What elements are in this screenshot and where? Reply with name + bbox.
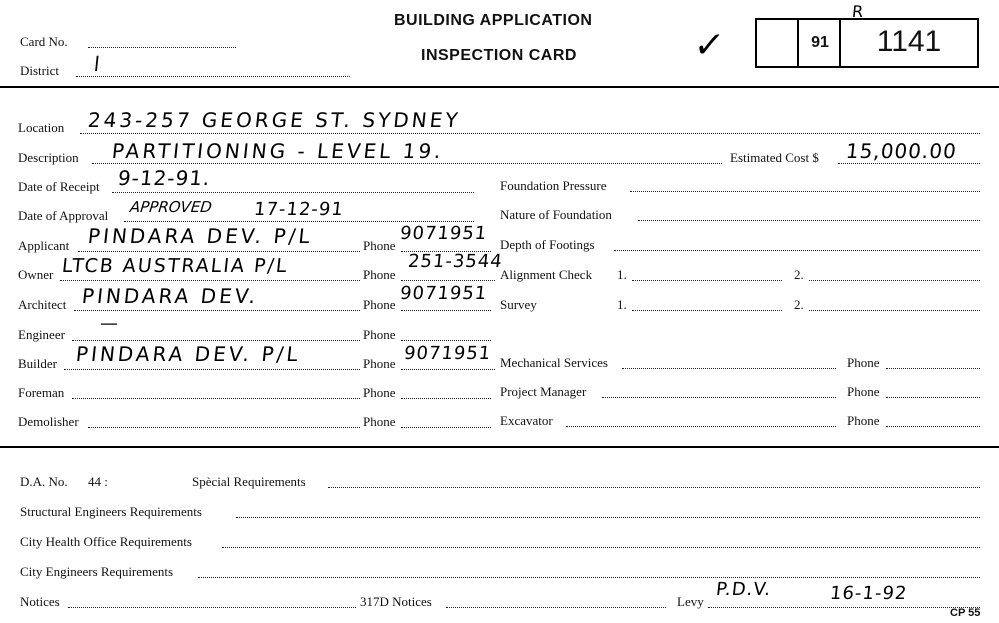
description-label: Description [18, 150, 79, 165]
foreman-phone-field[interactable] [401, 398, 491, 399]
applicant-field[interactable] [78, 251, 360, 252]
architect-field[interactable] [74, 310, 360, 311]
card-no-field[interactable] [88, 47, 236, 48]
foreman-phone-label: Phone [363, 385, 396, 400]
builder-field[interactable] [64, 369, 360, 370]
architect-value: PINDARA DEV. [80, 284, 260, 308]
survey-n1: 1. [617, 297, 627, 312]
project-manager-phone-label: Phone [847, 384, 880, 399]
architect-phone-field[interactable] [401, 310, 491, 311]
depth-of-footings-field[interactable] [614, 250, 980, 251]
excavator-phone-field[interactable] [886, 426, 980, 427]
estimated-cost-label: Estimated Cost $ [730, 150, 819, 165]
owner-phone-field[interactable] [401, 280, 495, 281]
approved-stamp: APPROVED [129, 198, 213, 216]
ref-annotation: R [851, 2, 865, 21]
builder-phone-value: 9071951 [402, 343, 493, 364]
divider-middle [0, 446, 999, 448]
description-value: PARTITIONING - LEVEL 19. [110, 139, 445, 163]
demolisher-field[interactable] [88, 427, 360, 428]
project-manager-label: Project Manager [500, 384, 587, 399]
builder-phone-field[interactable] [401, 369, 495, 370]
da-no-label: D.A. No. [20, 474, 68, 489]
builder-phone-label: Phone [363, 356, 396, 371]
district-label: District [20, 63, 59, 78]
date-of-receipt-label: Date of Receipt [18, 179, 100, 194]
excavator-label: Excavator [500, 413, 553, 428]
architect-label: Architect [18, 297, 67, 312]
excavator-field[interactable] [566, 426, 836, 427]
engineer-field[interactable] [72, 340, 360, 341]
mechanical-services-label: Mechanical Services [500, 355, 608, 370]
demolisher-phone-label: Phone [363, 414, 396, 429]
nature-of-foundation-field[interactable] [638, 220, 980, 221]
project-manager-phone-field[interactable] [886, 397, 980, 398]
health-requirements-field[interactable] [222, 547, 980, 548]
foundation-pressure-label: Foundation Pressure [500, 178, 607, 193]
engineer-label: Engineer [18, 327, 65, 342]
survey-n2: 2. [794, 297, 804, 312]
engineers-requirements-label: City Engineers Requirements [20, 564, 174, 579]
form-title: BUILDING APPLICATION [394, 12, 593, 29]
alignment-check-label: Alignment Check [500, 267, 593, 282]
notices-field[interactable] [68, 607, 356, 608]
levy-label: Levy [677, 594, 704, 609]
alignment-check-n2: 2. [794, 267, 804, 282]
applicant-phone-value: 9071951 [398, 223, 489, 244]
demolisher-phone-field[interactable] [401, 427, 491, 428]
project-manager-field[interactable] [602, 397, 836, 398]
date-of-receipt-field[interactable] [112, 192, 474, 193]
alignment-check-n1: 1. [617, 267, 627, 282]
owner-value: LTCB AUSTRALIA P/L [60, 255, 290, 277]
location-value: 243-257 GEORGE ST. SYDNEY [86, 108, 462, 132]
health-requirements-label: City Health Office Requirements [20, 534, 192, 549]
special-requirements-field[interactable] [328, 487, 980, 488]
foreman-field[interactable] [72, 398, 360, 399]
builder-label: Builder [18, 356, 57, 371]
date-of-approval-label: Date of Approval [18, 208, 109, 223]
ref-box-blank [755, 18, 799, 68]
engineer-phone-field[interactable] [401, 340, 491, 341]
survey-label: Survey [500, 297, 537, 312]
da-no-value: 44 : [88, 474, 108, 489]
nature-of-foundation-label: Nature of Foundation [500, 207, 612, 222]
survey-field-1[interactable] [632, 310, 782, 311]
owner-field[interactable] [60, 280, 360, 281]
mechanical-services-field[interactable] [622, 368, 836, 369]
levy-date: 16-1-92 [828, 583, 909, 604]
survey-field-2[interactable] [809, 310, 980, 311]
location-field[interactable] [80, 133, 980, 134]
architect-phone-value: 9071951 [398, 283, 489, 304]
notices-317d-label: 317D Notices [360, 594, 432, 609]
owner-label: Owner [18, 267, 54, 282]
form-code: CP 55 [950, 607, 981, 619]
structural-requirements-label: Structural Engineers Requirements [20, 504, 202, 519]
excavator-phone-label: Phone [847, 413, 880, 428]
notices-label: Notices [20, 594, 60, 609]
date-of-approval-value: 17-12-91 [252, 199, 345, 220]
engineer-phone-label: Phone [363, 327, 396, 342]
engineer-value: — [98, 313, 121, 334]
divider-top [0, 86, 999, 88]
estimated-cost-value: 15,000.00 [844, 139, 959, 163]
district-field[interactable] [76, 76, 350, 77]
depth-of-footings-label: Depth of Footings [500, 237, 595, 252]
foundation-pressure-field[interactable] [630, 191, 980, 192]
card-no-label: Card No. [20, 34, 68, 49]
applicant-label: Applicant [18, 238, 70, 253]
alignment-check-field-2[interactable] [809, 280, 980, 281]
description-field[interactable] [92, 163, 722, 164]
special-requirements-label: Spècial Requirements [192, 474, 306, 489]
levy-value: P.D.V. [714, 579, 773, 600]
notices-317d-field[interactable] [446, 607, 666, 608]
mechanical-services-phone-field[interactable] [886, 368, 980, 369]
foreman-label: Foreman [18, 385, 65, 400]
engineers-requirements-field[interactable] [198, 577, 980, 578]
architect-phone-label: Phone [363, 297, 396, 312]
applicant-phone-label: Phone [363, 238, 396, 253]
date-of-approval-field[interactable] [124, 221, 474, 222]
structural-requirements-field[interactable] [236, 517, 980, 518]
ref-number: 1141 [876, 25, 942, 58]
date-of-receipt-value: 9-12-91. [116, 166, 212, 190]
alignment-check-field-1[interactable] [632, 280, 782, 281]
district-value: l [92, 52, 102, 76]
estimated-cost-field[interactable] [838, 163, 980, 164]
ref-prefix: 91 [811, 34, 829, 51]
owner-phone-value: 251-3544 [406, 251, 504, 272]
owner-phone-label: Phone [363, 267, 396, 282]
location-label: Location [18, 120, 65, 135]
form-subtitle: INSPECTION CARD [421, 47, 577, 64]
applicant-value: PINDARA DEV. P/L [86, 224, 314, 248]
demolisher-label: Demolisher [18, 414, 79, 429]
levy-field[interactable] [708, 607, 980, 608]
mechanical-services-phone-label: Phone [847, 355, 880, 370]
check-mark: ✓ [691, 25, 728, 66]
builder-value: PINDARA DEV. P/L [74, 342, 302, 366]
